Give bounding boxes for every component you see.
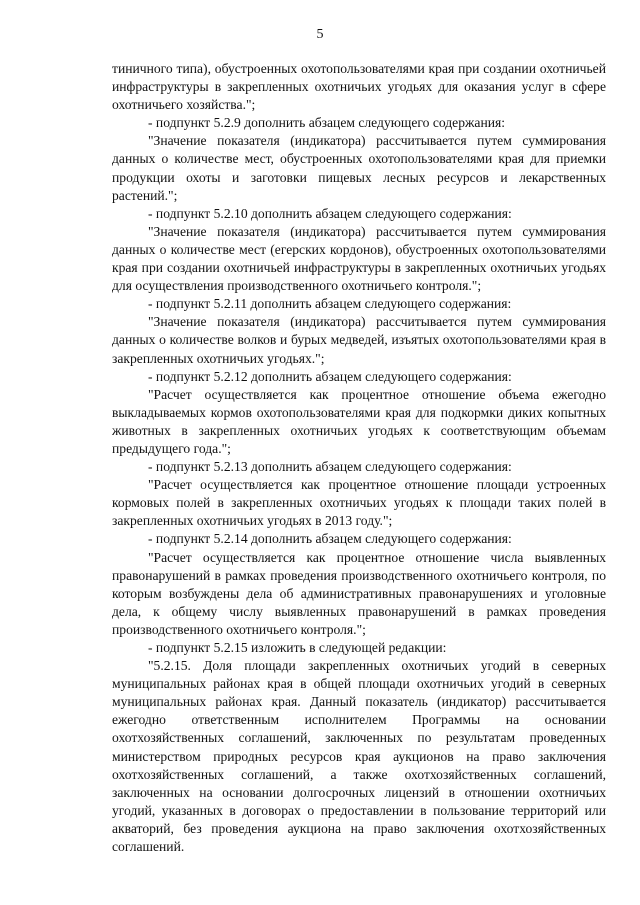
paragraph-subpoint-5-2-10-instruction: - подпункт 5.2.10 дополнить абзацем следующего содержания: bbox=[148, 205, 512, 221]
paragraph-subpoint-5-2-11-instruction: - подпункт 5.2.11 дополнить абзацем следующего содержания: bbox=[148, 296, 512, 312]
paragraph-continuation: тиничного типа), обустроенных охотопользователями края при создании охотничьей инфраструктуры в закрепленных охотничьих угодьях для оказания услуг в сфере охотничьего хозяйства."; bbox=[112, 61, 606, 113]
paragraph-subpoint-5-2-14-text: "Расчет осуществляется как процентное отношение числа выявленных правонарушений в рамках проведения производственного охотничьего контроля, по которым возбуждены дела об административных правонарушениях и уголовные дела, к общему числу выявленных правонарушений в рамках проведения производственного охотничьего контроля."; bbox=[112, 549, 606, 637]
paragraph-subpoint-5-2-15-instruction: - подпункт 5.2.15 изложить в следующей редакции: bbox=[148, 640, 447, 655]
paragraph-subpoint-5-2-12-text: "Расчет осуществляется как процентное отношение объема ежегодно выкладываемых кормов охотопользователями края для подкормки диких копытных животных в закрепленных охотничьих угодьях к соответствующим объемам предыдущего года."; bbox=[112, 386, 606, 456]
document-body bbox=[112, 60, 606, 856]
paragraph-subpoint-5-2-14-instruction: - подпункт 5.2.14 дополнить абзацем следующего содержания: bbox=[148, 531, 512, 547]
page-number: 5 bbox=[316, 27, 324, 42]
paragraph-subpoint-5-2-11-text: "Значение показателя (индикатора) рассчитывается путем суммирования данных о количестве волков и бурых медведей, изъятых охотопользователями края в закрепленных охотничьих угодьях."; bbox=[112, 314, 606, 366]
paragraph-subpoint-5-2-12-instruction: - подпункт 5.2.12 дополнить абзацем следующего содержания: bbox=[148, 368, 512, 384]
paragraph-subpoint-5-2-9-text: "Значение показателя (индикатора) рассчитывается путем суммирования данных о количестве мест, обустроенных охотопользователями края для приемки продукции охоты и заготовки пищевых лесных ресурсов и лекарственных растений."; bbox=[112, 133, 606, 203]
paragraph-subpoint-5-2-13-text: "Расчет осуществляется как процентное отношение площади устроенных кормовых полей в закрепленных охотничьих угодьях к площади таких полей в закрепленных охотничьих угодьях в 2013 году."; bbox=[112, 477, 606, 529]
paragraph-subpoint-5-2-9-instruction: - подпункт 5.2.9 дополнить абзацем следующего содержания: bbox=[148, 115, 506, 131]
paragraph-subpoint-5-2-15-text: "5.2.15. Доля площади закрепленных охотничьих угодий в северных муниципальных районах края в общей площади охотничьих угодий в северных муниципальных районах края. Данный показатель (индикатор) рассчитывается ежегодно ответственным исполнителем Программы на основании охотхозяйственных соглашений, заключенных по результатам проведенных министерством природных ресурсов края аукционов на право заключения охотхозяйственных соглашений, а также охотхозяйственных соглашений, заключенных на основании долгосрочных лицензий в отношении охотничьих угодий, указанных в договорах о предоставлении в пользование территорий или акваторий, без проведения аукциона на право заключения охотхозяйственных соглашений. bbox=[112, 658, 606, 855]
paragraph-subpoint-5-2-13-instruction: - подпункт 5.2.13 дополнить абзацем следующего содержания: bbox=[148, 459, 512, 475]
paragraph-subpoint-5-2-10-text: "Значение показателя (индикатора) рассчитывается путем суммирования данных о количестве мест (егерских кордонов), обустроенных охотопользователями края при создании охотничьей инфраструктуры в закрепленных охотничьих угодьях для осуществления производственного охотничьего контроля."; bbox=[112, 223, 606, 294]
